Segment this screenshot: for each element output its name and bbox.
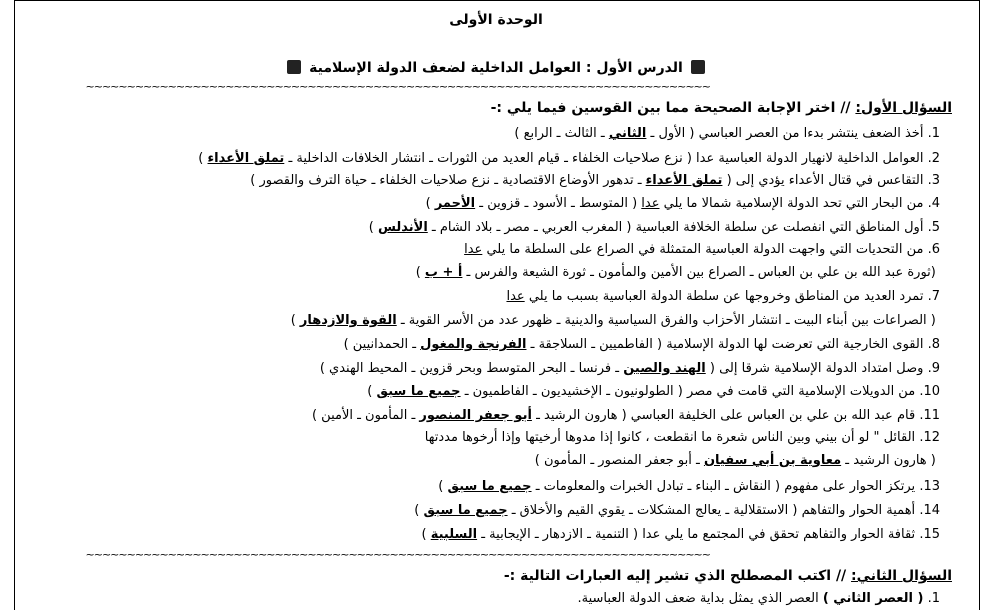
- choices-text: ـ الحمدانيين ): [343, 337, 416, 352]
- choices-text: (: [709, 361, 715, 376]
- question-heading: [504, 568, 952, 584]
- item-number: 9.: [927, 361, 940, 376]
- choices-text: ): [198, 151, 204, 166]
- item-text: ( هارون الرشيد ـ: [845, 453, 936, 468]
- decoration-icon: [287, 60, 301, 74]
- question-line: [535, 452, 940, 470]
- question-line: [425, 429, 940, 447]
- correct-answer: الفرنجة والمغول: [420, 337, 527, 352]
- unit-title: الوحدة الأولى: [449, 12, 543, 28]
- question-heading: [491, 100, 952, 116]
- correct-answer: أبو جعفر المنصور: [419, 408, 532, 423]
- question-label: السؤال الثاني:: [851, 568, 952, 584]
- question-line: [344, 336, 940, 354]
- correct-answer: جميع ما سبق: [423, 503, 508, 518]
- question-line: [514, 125, 940, 143]
- item-number: 11.: [919, 408, 940, 423]
- choices-text: ـ تدهور الأوضاع الاقتصادية ـ نزع صلاحيات الخلفاء ـ حياة الترف والقصور ): [250, 173, 642, 188]
- choices-text: ( نزع صلاحيات الخلفاء ـ قيام العديد من الثورات ـ انتشار الخلافات الداخلية ـ: [288, 151, 692, 166]
- except-word: عدا: [506, 289, 525, 304]
- question-line: [367, 383, 940, 401]
- choices-text: ( المغرب العربي ـ مصر ـ بلاد الشام ـ: [431, 220, 632, 235]
- choices-text: ( التنمية ـ الازدهار ـ الإيجابية ـ: [481, 527, 639, 542]
- question-instruction: اختر الإجابة الصحيحة مما بين القوسين فيما يلي :-: [490, 100, 836, 116]
- item-text: ثقافة الحوار والتفاهم تحقق في المجتمع ما يلي عدا: [642, 527, 916, 542]
- decoration-icon: [691, 60, 705, 74]
- item-text: أخذ الضعف ينتشر بدءا من العصر العباسي: [698, 126, 924, 141]
- item-text: قام عبد الله بن علي بن العباس على الخليفة العباسي: [630, 408, 916, 423]
- choices-text: ـ الثالث ـ الرابع ): [514, 126, 605, 141]
- question-line: [506, 288, 940, 306]
- choices-text: ـ المأمون ـ الأمين ): [311, 408, 416, 423]
- question-line: [369, 219, 940, 237]
- choices-text: ): [425, 196, 431, 211]
- correct-answer: جميع ما سبق: [376, 384, 461, 399]
- except-word: عدا: [464, 242, 483, 257]
- item-text: التقاعس في قتال الأعداء يؤدي إلى: [735, 173, 924, 188]
- item-text: ( الصراعات بين أبناء البيت ـ انتشار الأحزاب والفرق السياسية والدينية ـ ظهور عدد من الأسر القوية ـ: [400, 313, 936, 328]
- item-number: 1.: [927, 591, 940, 606]
- choices-text: ( الاستقلالية ـ يعالج المشكلات ـ يقوي القيم والأخلاق ـ: [511, 503, 798, 518]
- divider: ~~~~~~~~~~~~~~~~~~~~~~~~~~~~~~~~~~~~~~~~~~~~~~~~~~~~~~~~~~~~~~~~~~~~~~~~~~~~: [85, 548, 710, 561]
- choices-text: ): [290, 313, 296, 328]
- item-number: 13.: [919, 479, 940, 494]
- choices-text: (: [726, 173, 732, 188]
- item-text: أول المناطق التي انفصلت عن سلطة الخلافة العباسية: [635, 220, 924, 235]
- choices-text: ( الطولونيون ـ الإخشيديون ـ الفاطميون ـ: [464, 384, 683, 399]
- choices-text: ( المتوسط ـ الأسود ـ قزوين ـ: [479, 196, 638, 211]
- correct-answer: السلبية: [430, 527, 478, 542]
- question-line: [291, 312, 940, 330]
- item-text: العصر الذي يمثل بداية ضعف الدولة العباسية.: [577, 591, 819, 606]
- item-text: تمرد العديد من المناطق وخروجها عن سلطة الدولة العباسية بسبب ما يلي: [528, 289, 924, 304]
- choices-text: ـ فرنسا ـ البحر المتوسط وبحر قزوين ـ المحيط الهندي ): [319, 361, 620, 376]
- except-word: عدا: [641, 196, 660, 211]
- choices-text: ـ أبو جعفر المنصور ـ المأمون ): [534, 453, 700, 468]
- question-instruction: اكتب المصطلح الذي تشير إليه العبارات التالية :-: [503, 568, 832, 584]
- item-number: 3.: [927, 173, 940, 188]
- choices-text: ( الأول ـ: [650, 126, 695, 141]
- item-text: من البحار التي تحد الدولة الإسلامية شمالا ما يلي: [663, 196, 924, 211]
- correct-answer: أ + ب: [424, 265, 463, 280]
- item-text: من التحديات التي واجهت الدولة العباسية المتمثلة في الصراع على السلطة ما يلي: [486, 242, 924, 257]
- answer-line: [577, 590, 940, 608]
- correct-answer: الأندلس: [377, 220, 428, 235]
- item-text: (ثورة عبد الله بن علي بن العباس ـ الصراع بين الأمين والمأمون ـ ثورة الشيعة والفرس ـ: [466, 265, 936, 280]
- correct-answer: القوة والازدهار: [299, 313, 397, 328]
- item-number: 8.: [927, 337, 940, 352]
- correct-answer: تملق الأعداء: [207, 151, 285, 166]
- divider: ~~~~~~~~~~~~~~~~~~~~~~~~~~~~~~~~~~~~~~~~~~~~~~~~~~~~~~~~~~~~~~~~~~~~~~~~~~~~: [85, 80, 710, 93]
- answer-text: ( العصر الثاني ): [822, 591, 924, 606]
- item-number: 12.: [919, 430, 940, 445]
- choices-text: ): [414, 503, 420, 518]
- choices-text: ( النقاش ـ البناء ـ تبادل الخبرات والمعلومات ـ: [535, 479, 781, 494]
- correct-answer: جميع ما سبق: [447, 479, 532, 494]
- lesson-title-text: الدرس الأول : العوامل الداخلية لضعف الدولة الإسلامية: [309, 60, 683, 76]
- correct-answer: الأحمر: [434, 196, 476, 211]
- question-line: [416, 264, 940, 282]
- question-line: [198, 150, 940, 168]
- item-text: القوى الخارجية التي تعرضت لها الدولة الإسلامية: [666, 337, 924, 352]
- question-line: [414, 502, 940, 520]
- item-text: وصل امتداد الدولة الإسلامية شرقا إلى: [719, 361, 924, 376]
- item-number: 10.: [919, 384, 940, 399]
- item-number: 6.: [927, 242, 940, 257]
- question-line: [312, 407, 940, 425]
- question-line: [464, 241, 940, 259]
- item-number: 1.: [927, 126, 940, 141]
- item-text: يرتكز الحوار على مفهوم: [784, 479, 916, 494]
- choices-text: ): [421, 527, 427, 542]
- lesson-title: [0, 60, 992, 76]
- item-text: أهمية الحوار والتفاهم: [801, 503, 916, 518]
- question-marks: //: [840, 100, 851, 116]
- question-line: [438, 478, 940, 496]
- item-number: 15.: [919, 527, 940, 542]
- choices-text: ): [368, 220, 374, 235]
- correct-answer: تملق الأعداء: [645, 173, 723, 188]
- question-label: السؤال الأول:: [855, 100, 952, 116]
- question-marks: //: [835, 568, 847, 584]
- choices-text: ( هارون الرشيد ـ: [536, 408, 627, 423]
- correct-answer: الهند والصين: [623, 361, 706, 376]
- choices-text: ( الفاطميين ـ السلاجقة ـ: [530, 337, 663, 352]
- item-number: 5.: [927, 220, 940, 235]
- item-number: 7.: [927, 289, 940, 304]
- choices-text: ): [367, 384, 373, 399]
- correct-answer: معاوية بن أبي سفيان: [703, 453, 842, 468]
- item-number: 14.: [919, 503, 940, 518]
- question-line: [422, 526, 941, 544]
- choices-text: ): [438, 479, 444, 494]
- item-text: من الدويلات الإسلامية التي قامت في مصر: [687, 384, 916, 399]
- question-line: [320, 360, 940, 378]
- correct-answer: الثاني: [608, 126, 647, 141]
- item-text: العوامل الداخلية لانهيار الدولة العباسية عدا: [696, 151, 924, 166]
- item-number: 4.: [927, 196, 940, 211]
- choices-text: ): [415, 265, 421, 280]
- question-line: [250, 172, 940, 190]
- item-text: القائل " لو أن بيني وبين الناس شعرة ما انقطعت ، كانوا إذا مدوها أرخيتها وإذا أرخوها مددتها: [424, 430, 916, 445]
- question-line: [426, 195, 940, 213]
- item-number: 2.: [927, 151, 940, 166]
